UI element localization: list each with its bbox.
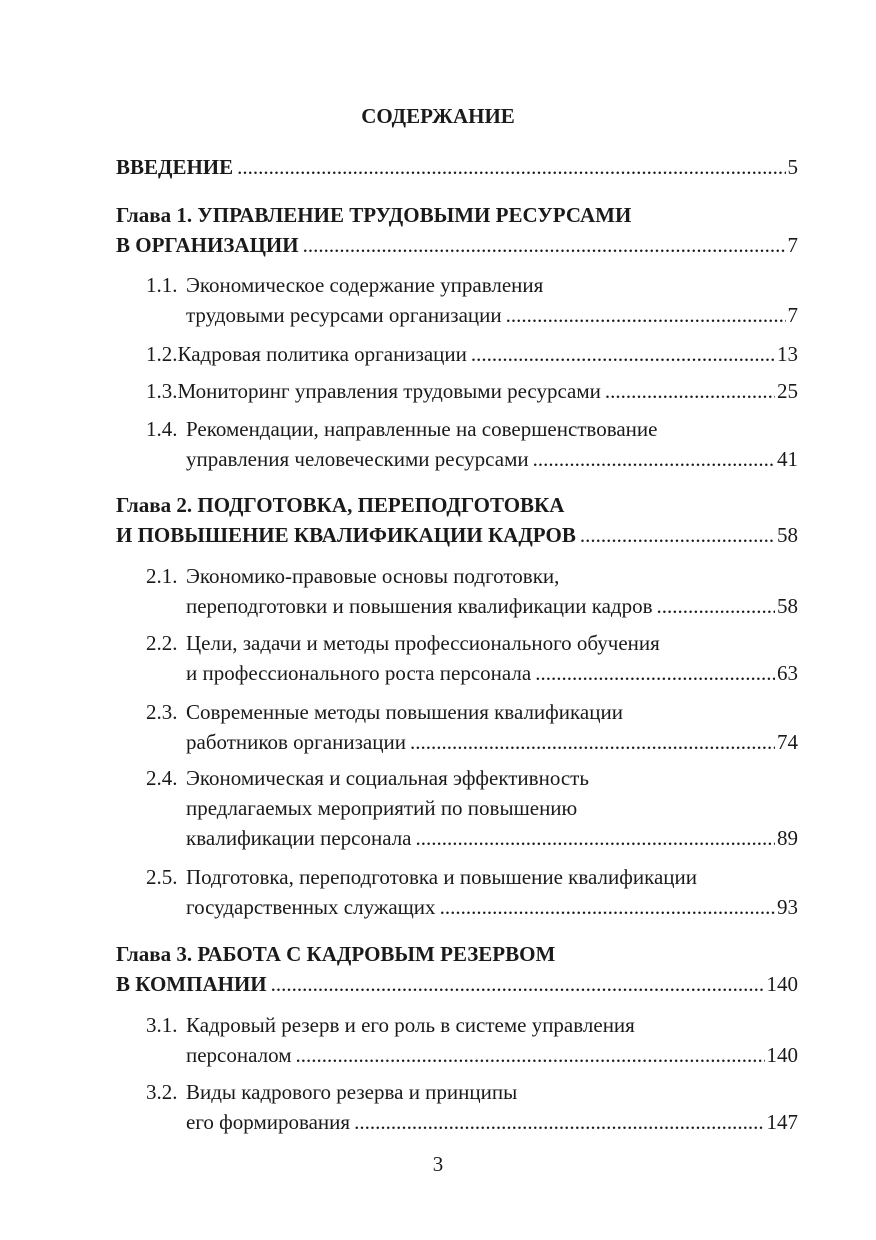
section-title-line: Рекомендации, направленные на совершенствование (186, 417, 658, 441)
toc-section-1-1[interactable] (146, 270, 798, 330)
dot-leader (580, 520, 775, 550)
toc-page-number: 147 (766, 1110, 798, 1134)
toc-section-1-3[interactable] (146, 376, 798, 406)
toc-page-number: 74 (777, 730, 798, 754)
dot-leader (237, 152, 785, 182)
dot-leader (410, 727, 775, 757)
section-title-line: Кадровая политика организации (177, 342, 467, 366)
toc-page-number: 140 (766, 1043, 798, 1067)
toc-page-number: 13 (777, 342, 798, 366)
section-title-line: работников организации (186, 730, 406, 754)
chapter-title-line: Глава 3. РАБОТА С КАДРОВЫМ РЕЗЕРВОМ (116, 942, 556, 966)
section-number: 2.4. (146, 766, 178, 790)
section-number: 1.3. (146, 379, 178, 403)
dot-leader (416, 823, 775, 853)
toc-chapter-2[interactable] (116, 490, 798, 550)
toc-section-1-4[interactable] (146, 414, 798, 474)
section-number: 2.5. (146, 865, 178, 889)
section-title-line: трудовыми ресурсами организации (186, 303, 502, 327)
toc-section-2-2[interactable] (146, 628, 798, 688)
section-title-line: Цели, задачи и методы профессионального обучения (186, 631, 660, 655)
section-title-line: переподготовки и повышения квалификации кадров (186, 594, 653, 618)
section-title-line: персоналом (186, 1043, 292, 1067)
toc-page-number: 93 (777, 895, 798, 919)
toc-page-number: 58 (777, 594, 798, 618)
chapter-title-line: И ПОВЫШЕНИЕ КВАЛИФИКАЦИИ КАДРОВ (116, 523, 576, 547)
section-title-line: предлагаемых мероприятий по повышению (186, 796, 578, 820)
section-title-line: Мониторинг управления трудовыми ресурсами (177, 379, 601, 403)
section-number: 2.3. (146, 700, 178, 724)
chapter-title-line: Глава 2. ПОДГОТОВКА, ПЕРЕПОДГОТОВКА (116, 493, 565, 517)
section-title-line: его формирования (186, 1110, 351, 1134)
page-number: 3 (432, 1152, 444, 1176)
toc-page-number: 58 (777, 523, 798, 547)
section-title-line: Подготовка, переподготовка и повышение квалификации (186, 865, 697, 889)
toc-section-3-1[interactable] (146, 1010, 798, 1070)
toc-section-2-4[interactable] (146, 763, 798, 853)
section-title-line: квалификации персонала (186, 826, 412, 850)
toc-page-number: 5 (787, 155, 798, 179)
toc-section-2-1[interactable] (146, 561, 798, 621)
chapter-title-line: В КОМПАНИИ (116, 972, 267, 996)
dot-leader (605, 376, 775, 406)
section-number: 2.1. (146, 564, 178, 588)
dot-leader (506, 300, 786, 330)
toc-section-2-5[interactable] (146, 862, 798, 922)
toc-entry-intro[interactable] (116, 152, 798, 182)
dot-leader (533, 444, 775, 474)
toc-page-number: 7 (787, 233, 798, 257)
toc-page-number: 7 (787, 303, 798, 327)
toc-chapter-1[interactable] (116, 200, 798, 260)
toc-page-number: 140 (766, 972, 798, 996)
section-number: 1.2. (146, 342, 178, 366)
section-title-line: Современные методы повышения квалификации (186, 700, 623, 724)
toc-section-3-2[interactable] (146, 1077, 798, 1137)
section-number: 1.4. (146, 417, 178, 441)
toc-page-number: 25 (777, 379, 798, 403)
section-title-line: Экономико-правовые основы подготовки, (186, 564, 560, 588)
dot-leader (296, 1040, 765, 1070)
section-title-line: управления человеческими ресурсами (186, 447, 529, 471)
toc-section-2-3[interactable] (146, 697, 798, 757)
dot-leader (657, 591, 775, 621)
dot-leader (471, 339, 775, 369)
section-number: 3.2. (146, 1080, 178, 1104)
dot-leader (354, 1107, 764, 1137)
chapter-title-line: В ОРГАНИЗАЦИИ (116, 233, 299, 257)
section-title-line: и профессионального роста персонала (186, 661, 532, 685)
dot-leader (535, 658, 775, 688)
toc-section-1-2[interactable] (146, 339, 798, 369)
chapter-title-line: Глава 1. УПРАВЛЕНИЕ ТРУДОВЫМИ РЕСУРСАМИ (116, 203, 632, 227)
section-title-line: Экономическая и социальная эффективность (186, 766, 589, 790)
toc-page-number: 41 (777, 447, 798, 471)
toc-page-number: 89 (777, 826, 798, 850)
section-number: 1.1. (146, 273, 178, 297)
section-title-line: государственных служащих (186, 895, 436, 919)
page-title: СОДЕРЖАНИЕ (361, 104, 515, 128)
section-number: 3.1. (146, 1013, 178, 1037)
dot-leader (440, 892, 775, 922)
section-number: 2.2. (146, 631, 178, 655)
toc-page-number: 63 (777, 661, 798, 685)
section-title-line: Экономическое содержание управления (186, 273, 544, 297)
section-title-line: Кадровый резерв и его роль в системе управления (186, 1013, 635, 1037)
toc-entry-label: ВВЕДЕНИЕ (116, 155, 234, 179)
section-title-line: Виды кадрового резерва и принципы (186, 1080, 518, 1104)
dot-leader (271, 969, 765, 999)
toc-chapter-3[interactable] (116, 939, 798, 999)
dot-leader (303, 230, 786, 260)
